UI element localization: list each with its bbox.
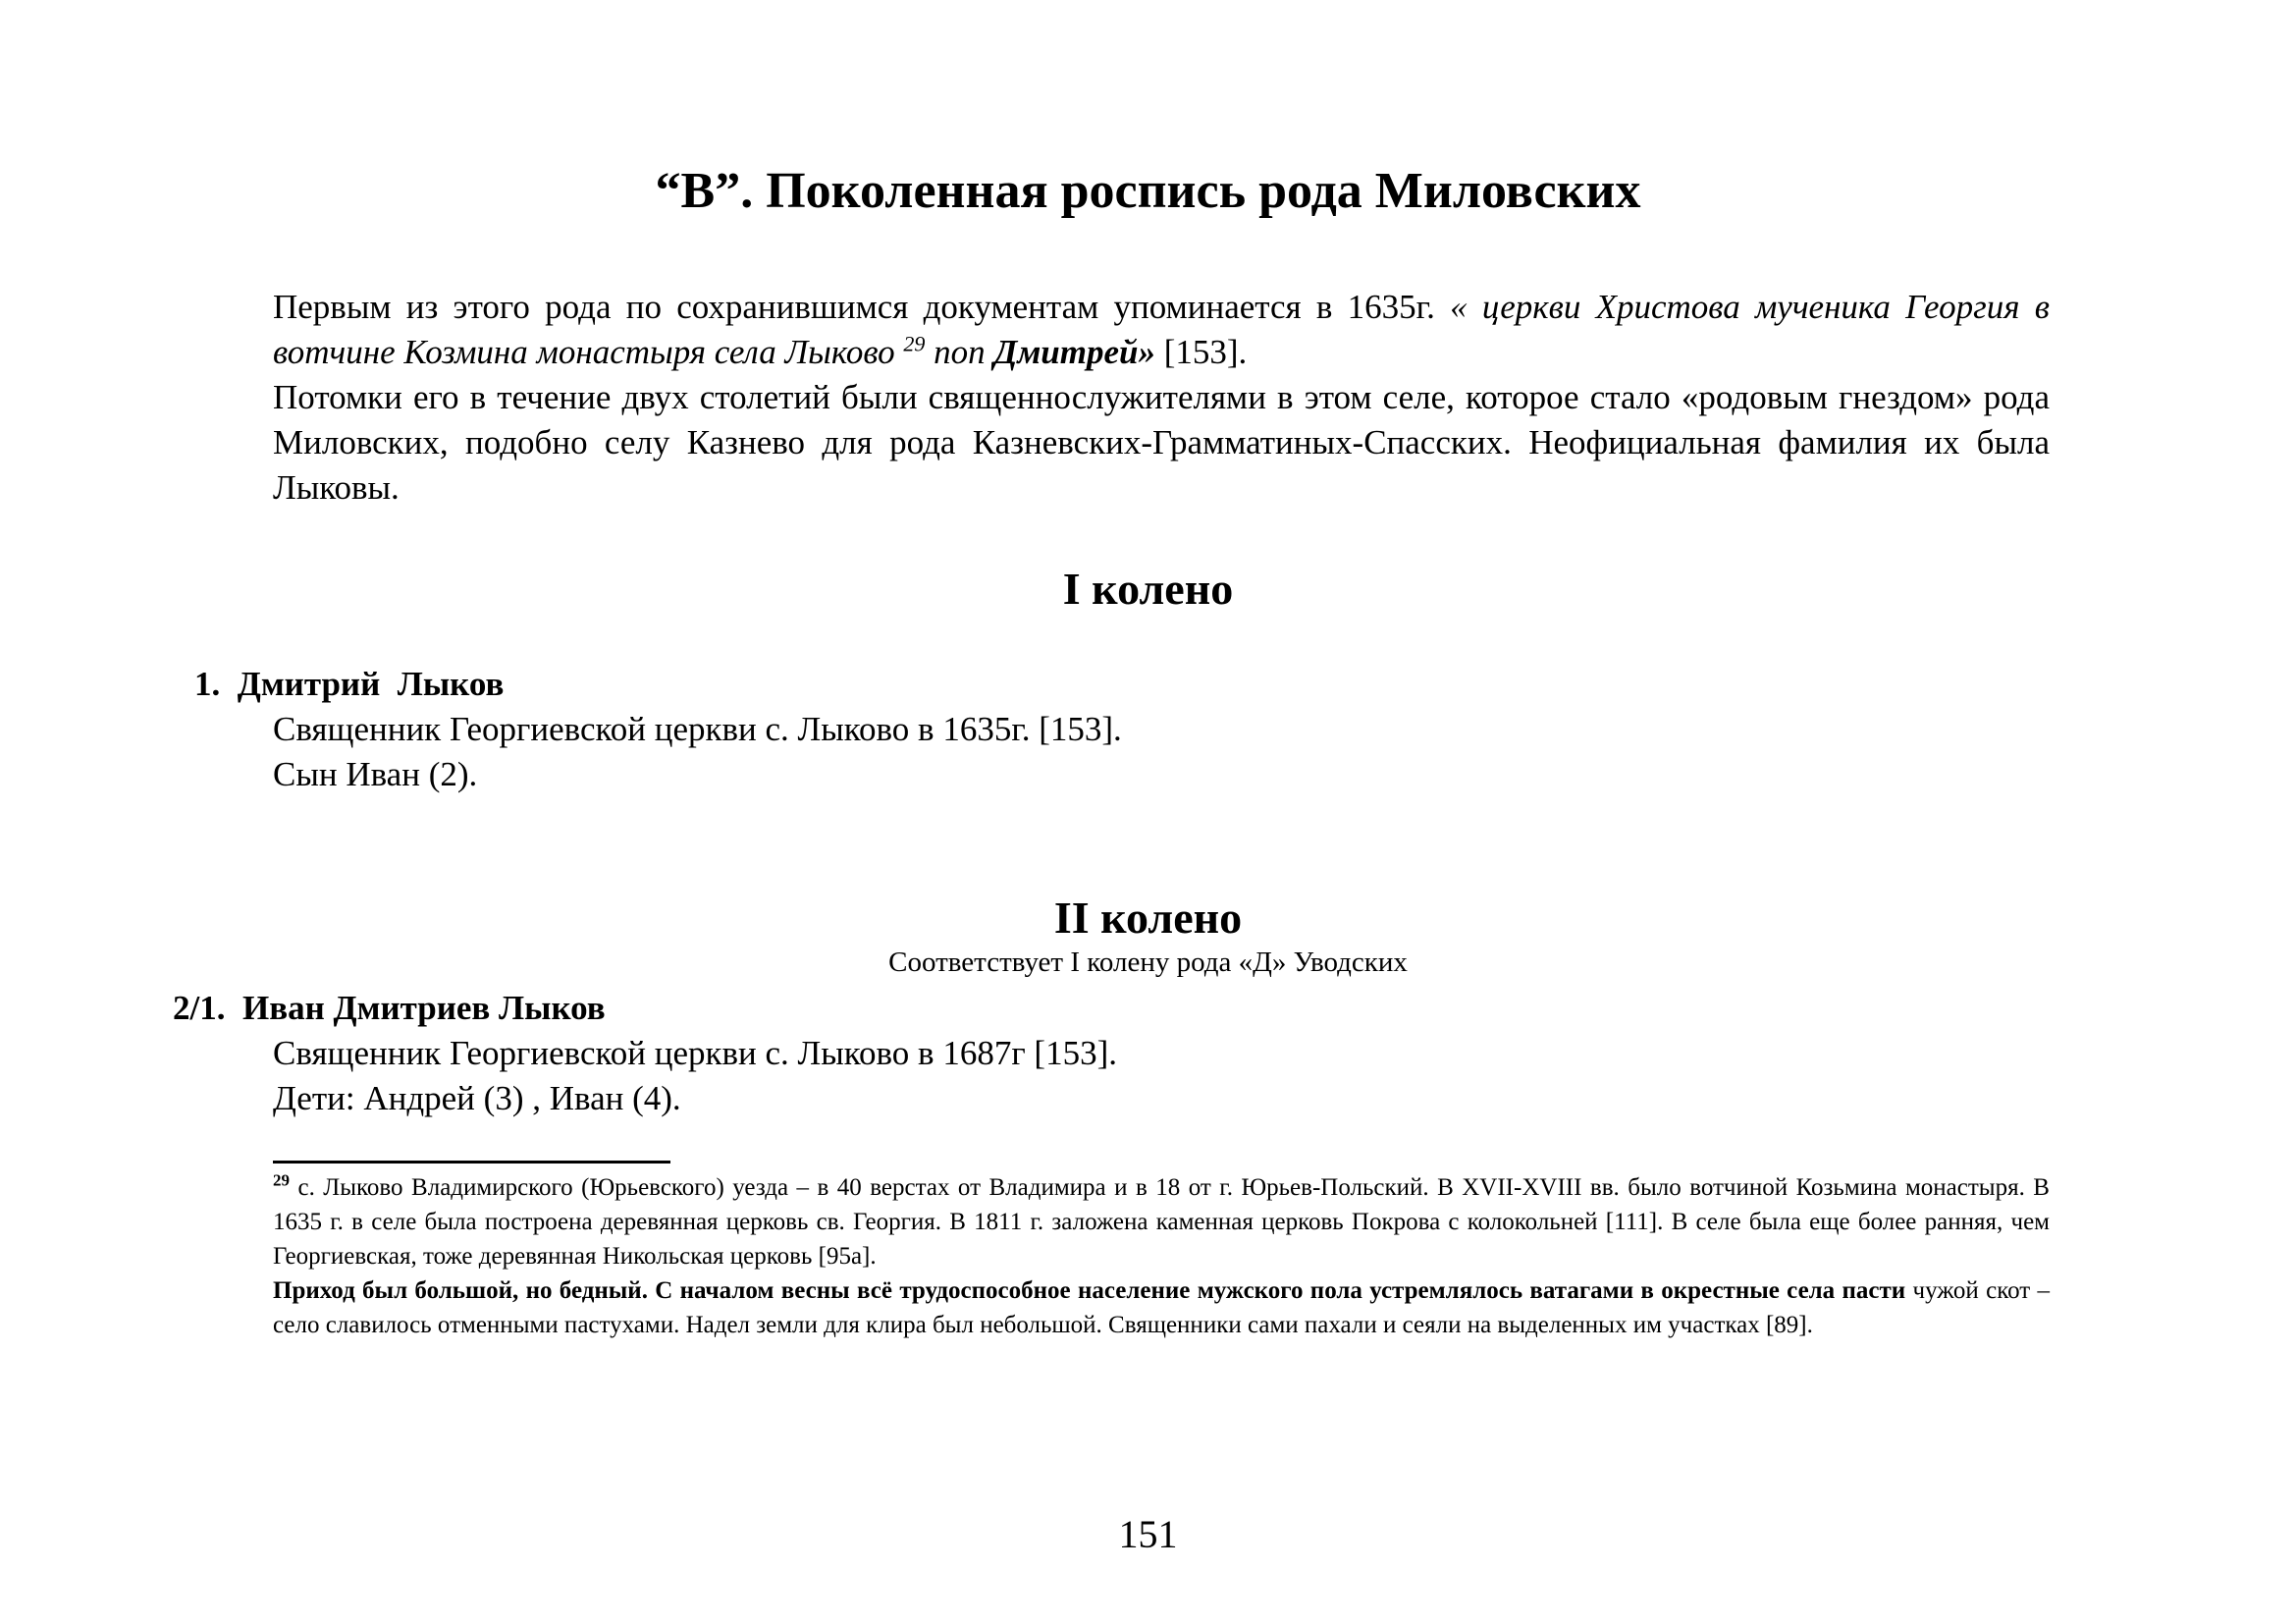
footnote-paragraph-2 [273, 1273, 2050, 1342]
entry-1-line-2: Сын Иван (2). [273, 755, 478, 793]
intro-paragraph-1 [273, 285, 2050, 375]
entry-1-line-1: Священник Георгиевской церкви с. Лыково в 1635г. [153]. [273, 710, 1122, 748]
footnote-paragraph-1 [273, 1170, 2050, 1273]
footnote-number: 29 [273, 1170, 290, 1190]
generation-heading-2: II колено [1053, 893, 1243, 943]
footnote-reference[interactable]: 29 [903, 331, 926, 356]
footnote-separator [273, 1161, 670, 1164]
intro-text: Первым из этого рода по сохранившимся документам упоминается в 1635г. [273, 288, 1451, 326]
footnote-text-2: чужой скот – село славилось отменными пастухами. Надел земли для клира был небольшой. Священники сами пахали и сеяли на выделенных им участках [89]. [273, 1277, 2050, 1338]
entry-2-number: 2/1. [173, 989, 226, 1027]
entry-1-number: 1. [194, 665, 221, 703]
intro-quote-cont: поп [925, 333, 994, 371]
generation-heading-1: I колено [1062, 564, 1234, 614]
footnote-text-1: с. Лыково Владимирского (Юрьевского) уезда – в 40 верстах от Владимира и в 18 от г. Юрьев-Польский. В XVII-XVIII вв. было вотчиной Козьмина монастыря. В 1635 г. в селе была построена деревянная церковь св. Георгия. В 1811 г. заложена каменная церковь Покрова с колокольней [111]. В селе была еще более ранняя, чем Георгиевская, тоже деревянная Никольская церковь [95а]. [273, 1174, 2050, 1270]
intro-quote-name: Дмитрей» [993, 333, 1155, 371]
page-number: 151 [1118, 1512, 1178, 1556]
entry-2-line-2: Дети: Андрей (3) , Иван (4). [273, 1079, 681, 1117]
footnote-text-bold: Приход был большой, но бедный. С началом весны всё трудоспособное население мужского пола устремлялось ватагами в окрестные села пасти [273, 1277, 1906, 1304]
generation-2-note: Соответствует I колену рода «Д» Уводских [888, 947, 1408, 978]
intro-section [273, 285, 2050, 511]
entry-2-name: Иван Дмитриев Лыков [241, 989, 606, 1027]
page-title: “В”. Поколенная роспись рода Миловских [655, 163, 1641, 219]
entry-2-line-1: Священник Георгиевской церкви с. Лыково в 1687г [153]. [273, 1034, 1117, 1072]
intro-quote: « церкви Христова мученика Георгия в вотчине Козмина монастыря села Лыково [273, 288, 2050, 371]
entry-2-header [173, 986, 606, 1031]
entry-1-header [194, 662, 504, 707]
entry-1-name: Дмитрий Лыков [237, 665, 505, 703]
footnote [273, 1170, 2050, 1342]
intro-paragraph-2: Потомки его в течение двух столетий были священнослужителями в этом селе, которое стало «родовым гнездом» рода Миловских, подобно селу Казнево для рода Казневских-Грамматиных-Спасских. Неофициальная фамилия их была Лыковы. [273, 378, 2050, 507]
intro-source-ref: [153]. [1155, 333, 1248, 371]
